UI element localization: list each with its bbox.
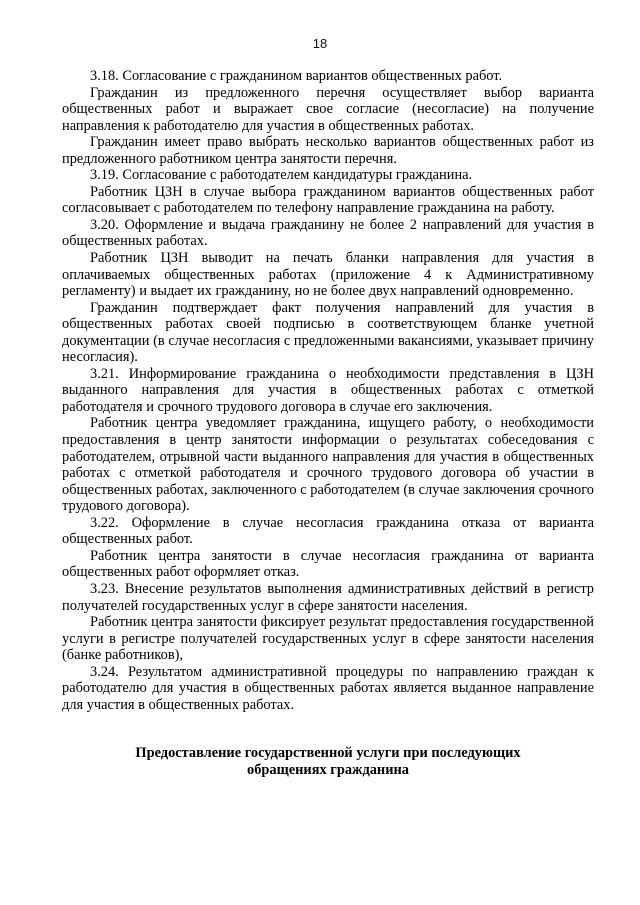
section-title: [62, 745, 594, 778]
paragraph: Работник ЦЗН в случае выбора гражданином вариантов общественных работ согласовывает с работодателем по телефону направление гражданина на работу.: [62, 183, 594, 217]
section-title-line-2: обращениях гражданина: [247, 761, 409, 778]
paragraph: Гражданин имеет право выбрать несколько вариантов общественных работ из предложенного работником центра занятости перечня.: [62, 134, 594, 167]
paragraph-3-20-heading: 3.20. Оформление и выдача гражданину не более 2 направлений для участия в общественных работах.: [62, 216, 594, 250]
paragraph-3-19-heading: 3.19. Согласование с работодателем кандидатуры гражданина.: [90, 167, 473, 184]
paragraph: Работник центра уведомляет гражданина, ищущего работу, о необходимости предоставления в центр занятости информации о результатах собеседования с работодателем, отрывной части выданного направления для участия в общественных работах с отметкой работодателя и срочного трудового договора об участии в общественных работах, заключенного с работодателем (в случае заключения срочного трудового договора).: [62, 415, 594, 515]
paragraph: Гражданин из предложенного перечня осуществляет выбор варианта общественных работ и выражает свое согласие (несогласие) на получение направления к работодателю для участия в общественных работах.: [62, 84, 594, 134]
document-body: [62, 68, 594, 778]
paragraph-3-22-heading: 3.22. Оформление в случае несогласия гражданина отказа от варианта общественных работ.: [62, 514, 594, 548]
section-title-line-1: Предоставление государственной услуги при последующих: [135, 745, 521, 762]
paragraph-3-18-heading: 3.18. Согласование с гражданином вариантов общественных работ.: [90, 68, 503, 84]
paragraph-3-23-heading: 3.23. Внесение результатов выполнения административных действий в регистр получателей государственных услуг в сфере занятости населения.: [62, 580, 594, 614]
paragraph-3-24: 3.24. Результатом административной процедуры по направлению граждан к работодателю для участия в общественных работах является выданное направление для участия в общественных работах.: [62, 663, 594, 713]
paragraph-3-21-heading: 3.21. Информирование гражданина о необходимости представления в ЦЗН выданного направления для участия в общественных работах с отметкой работодателя и срочного трудового договора в случае его заключения.: [62, 365, 594, 415]
paragraph: Работник центра занятости фиксирует результат предоставления государственной услуги в регистре получателей государственных услуг в сфере занятости населения (банке работников),: [62, 614, 594, 664]
paragraph: Работник центра занятости в случае несогласия гражданина от варианта общественных работ оформляет отказ.: [62, 547, 594, 581]
page-number: 18: [312, 36, 328, 51]
paragraph: Работник ЦЗН выводит на печать бланки направления для участия в оплачиваемых общественных работах (приложение 4 к Административному регламенту) и выдает их гражданину, но не более двух направлений одновременно.: [62, 250, 594, 300]
paragraph: Гражданин подтверждает факт получения направлений для участия в общественных работах своей подписью в соответствующем бланке учетной документации (в случае несогласия с предложенными вакансиями, указывает причину несогласия).: [62, 299, 594, 366]
